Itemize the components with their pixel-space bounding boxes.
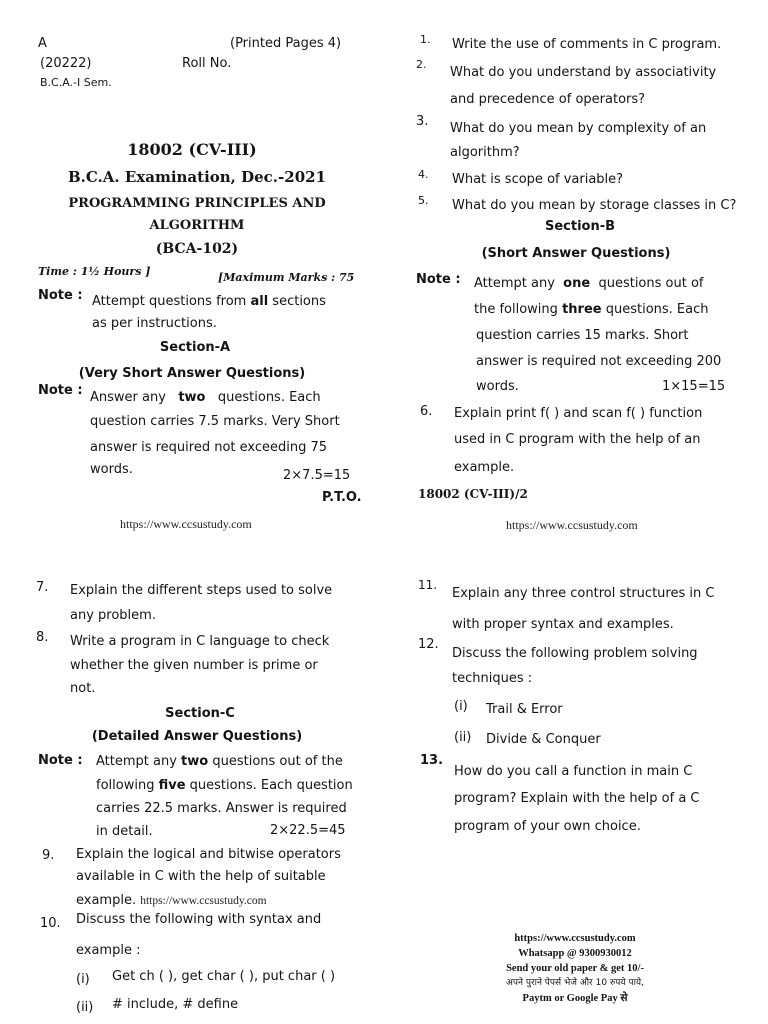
q8-text-line-2: whether the given number is prime or [70,658,318,673]
q12-text-line-2: techniques : [452,671,533,686]
section-c-note-line-2: following five questions. Each question [96,778,353,793]
note-label: Note : [38,288,83,303]
q1-number: 1. [420,33,431,46]
section-b-note-line-5: words. [476,379,519,394]
page-2-code: 18002 (CV-III)/2 [418,487,528,501]
q5-text: What do you mean by storage classes in C? [452,198,737,213]
q9-text-line-2: available in C with the help of suitable [76,869,326,884]
section-b-note-line-2: the following three questions. Each [474,302,709,317]
section-a-subtitle: (Very Short Answer Questions) [78,366,306,381]
page-1-url: https://www.ccsustudy.com [120,517,252,531]
page-2 [384,0,768,512]
q6-text-line-1: Explain print f( ) and scan f( ) function [454,406,703,421]
q6-text-line-2: used in C program with the help of an [454,432,701,447]
paper-code: 18002 (CV-III) [127,140,257,159]
promo-offer-hindi: अपने पुराने पेपर्स भेजे और 10 रुपये पाये, [505,978,645,988]
q9-text-line-3: example. https://www.ccsustudy.com [76,893,267,908]
course-code: (BCA-102) [155,241,239,257]
section-b-note-label: Note : [416,272,461,287]
section-a-note-line-2: question carries 7.5 marks. Very Short [90,414,340,429]
paper-set: A [38,36,47,51]
q8-text-line-3: not. [70,681,96,696]
q13-number: 13. [420,753,444,768]
q10-sub-i-text: Get ch ( ), get char ( ), put char ( ) [112,969,336,984]
subject-line-2: ALGORITHM [149,218,245,233]
q9-number: 9. [42,848,55,863]
section-c-note-line-1: Attempt any two questions out of the [96,754,343,769]
section-a-note-label: Note : [38,383,83,398]
page-3 [0,512,384,1024]
q10-number: 10. [40,916,61,931]
section-b-note-line-4: answer is required not exceeding 200 [476,354,722,369]
q13-text-line-2: program? Explain with the help of a C [454,791,700,806]
section-b-subtitle: (Short Answer Questions) [481,246,671,261]
roll-no: Roll No. [182,56,232,71]
section-c-note-line-3: carries 22.5 marks. Answer is required [96,801,347,816]
section-c-note-line-4: in detail. [96,824,153,839]
max-marks: [Maximum Marks : 75 [218,271,355,284]
q4-text: What is scope of variable? [452,172,624,187]
page-4 [384,512,768,1024]
section-a-note-line-3: answer is required not exceeding 75 [90,440,328,455]
q12-sub-ii-number: (ii) [454,730,472,745]
promo-payment: Paytm or Google Pay से [522,993,628,1004]
printed-pages: (Printed Pages 4) [230,36,342,51]
q9-text-line-1: Explain the logical and bitwise operators [76,847,341,862]
exam-title: B.C.A. Examination, Dec.-2021 [67,168,327,186]
section-b-title: Section-B [544,219,616,234]
q2-number: 2. [416,58,427,71]
q3-text-line-2: algorithm? [450,145,520,160]
q3-number: 3. [416,114,429,129]
section-c-marks: 2×22.5=45 [270,823,346,838]
page-1 [0,0,384,512]
semester: B.C.A.-I Sem. [40,76,112,89]
q7-text-line-2: any problem. [70,608,156,623]
section-c-subtitle: (Detailed Answer Questions) [91,729,303,744]
section-a-title: Section-A [159,340,231,355]
q12-text-line-1: Discuss the following problem solving [452,646,698,661]
q7-text-line-1: Explain the different steps used to solve [70,583,333,598]
q11-text-line-2: with proper syntax and examples. [452,617,674,632]
section-a-note-line-1: Answer any two questions. Each [90,390,321,405]
promo-offer: Send your old paper & get 10/- [506,963,644,974]
subject-line-1: PROGRAMMING PRINCIPLES AND [68,196,326,211]
q11-text-line-1: Explain any three control structures in C [452,586,715,601]
pto: P.T.O. [322,490,362,505]
q2-text-line-1: What do you understand by associativity [450,65,717,80]
q13-text-line-3: program of your own choice. [454,819,641,834]
section-b-marks: 1×15=15 [662,379,726,394]
section-a-marks: 2×7.5=15 [283,468,351,483]
q6-text-line-3: example. [454,460,515,475]
q8-text-line-1: Write a program in C language to check [70,634,330,649]
promo-whatsapp: Whatsapp @ 9300930012 [518,948,632,959]
paper-id: (20222) [40,56,92,71]
general-instruction-line-2: as per instructions. [92,316,217,331]
q12-number: 12. [418,637,439,652]
section-c-title: Section-C [165,706,235,721]
q5-number: 5. [418,194,429,207]
q9-inline-url: https://www.ccsustudy.com [140,895,267,907]
q2-text-line-2: and precedence of operators? [450,92,646,107]
q10-text-line-2: example : [76,943,141,958]
q4-number: 4. [418,168,429,181]
promo-footer [470,931,680,1006]
page-2-url: https://www.ccsustudy.com [506,518,638,532]
section-a-note-line-4: words. [90,462,133,477]
q10-text-line-1: Discuss the following with syntax and [76,912,322,927]
q12-sub-i-text: Trail & Error [486,702,563,717]
q13-text-line-1: How do you call a function in main C [454,764,693,779]
q10-sub-ii-number: (ii) [76,1000,94,1015]
section-b-note-line-1: Attempt any one questions out of [474,276,704,291]
q3-text-line-1: What do you mean by complexity of an [450,121,707,136]
q12-sub-i-number: (i) [454,699,468,714]
section-b-note-line-3: question carries 15 marks. Short [476,328,689,343]
section-c-note-label: Note : [38,753,83,768]
q1-text: Write the use of comments in C program. [452,37,722,52]
q10-sub-i-number: (i) [76,972,90,987]
q12-sub-ii-text: Divide & Conquer [486,732,601,747]
q6-number: 6. [420,404,433,419]
general-instruction: Attempt questions from all sections [92,294,326,309]
q8-number: 8. [36,630,49,645]
q10-sub-ii-text: # include, # define [112,997,239,1012]
q7-number: 7. [36,580,49,595]
exam-time: Time : 1½ Hours ] [38,265,151,278]
promo-url: https://www.ccsustudy.com [514,933,636,944]
q11-number: 11. [418,578,438,592]
